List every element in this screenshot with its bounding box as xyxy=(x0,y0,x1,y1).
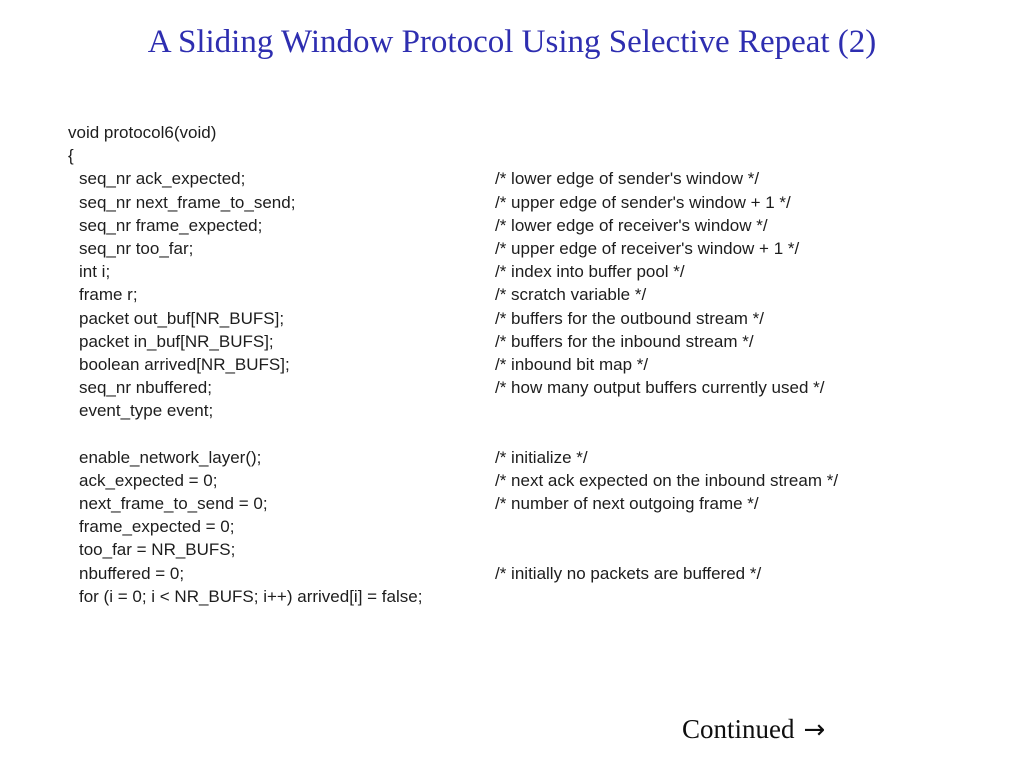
code-statement: packet out_buf[NR_BUFS]; xyxy=(79,308,285,328)
code-statement: { xyxy=(68,146,74,166)
code-line xyxy=(68,330,1008,353)
code-statement: seq_nr next_frame_to_send; xyxy=(79,192,296,212)
right-arrow-icon: → xyxy=(803,715,826,745)
code-line xyxy=(68,307,1008,330)
code-statement: ack_expected = 0; xyxy=(79,470,218,490)
code-line xyxy=(68,376,1008,399)
code-line xyxy=(68,446,1008,469)
code-line xyxy=(68,353,1008,376)
code-line xyxy=(68,399,1008,422)
code-line xyxy=(68,515,1008,538)
code-comment: /* upper edge of receiver's window + 1 */ xyxy=(495,238,800,258)
code-statement: seq_nr too_far; xyxy=(79,238,194,258)
code-line xyxy=(68,492,1008,515)
code-comment: /* buffers for the outbound stream */ xyxy=(495,308,765,328)
code-comment: /* buffers for the inbound stream */ xyxy=(495,331,754,351)
code-comment: /* inbound bit map */ xyxy=(495,354,649,374)
code-line xyxy=(68,538,1008,561)
code-statement: seq_nr frame_expected; xyxy=(79,215,263,235)
code-statement: seq_nr ack_expected; xyxy=(79,169,246,189)
code-comment: /* scratch variable */ xyxy=(495,285,647,305)
code-statement: event_type event; xyxy=(79,401,214,421)
code-line xyxy=(68,167,1008,190)
code-line xyxy=(68,214,1008,237)
code-line xyxy=(68,237,1008,260)
code-comment: /* initialize */ xyxy=(495,447,588,467)
code-line xyxy=(68,469,1008,492)
code-statement: void protocol6(void) xyxy=(68,123,217,142)
code-statement: for (i = 0; i < NR_BUFS; i++) arrived[i] = false; xyxy=(79,586,423,606)
code-comment: /* lower edge of sender's window */ xyxy=(495,169,760,189)
code-statement: too_far = NR_BUFS; xyxy=(79,540,236,560)
code-comment: /* lower edge of receiver's window */ xyxy=(495,215,768,235)
code-line xyxy=(68,283,1008,306)
code-comment: /* next ack expected on the inbound stream */ xyxy=(495,470,839,490)
code-comment: /* initially no packets are buffered */ xyxy=(495,563,762,583)
code-comment: /* upper edge of sender's window + 1 */ xyxy=(495,192,791,212)
code-statement: frame r; xyxy=(79,285,138,305)
code-statement: frame_expected = 0; xyxy=(79,517,235,537)
code-statement: next_frame_to_send = 0; xyxy=(79,494,268,513)
code-line xyxy=(68,121,1008,144)
continued-label xyxy=(682,714,825,745)
code-line xyxy=(68,260,1008,283)
code-comment: /* number of next outgoing frame */ xyxy=(495,494,759,513)
code-statement: boolean arrived[NR_BUFS]; xyxy=(79,354,290,374)
code-line xyxy=(68,191,1008,214)
code-comment: /* index into buffer pool */ xyxy=(495,262,685,282)
code-line xyxy=(68,144,1008,167)
code-statement: nbuffered = 0; xyxy=(79,563,185,583)
continued-text: Continued xyxy=(682,714,795,744)
code-statement: enable_network_layer(); xyxy=(79,447,262,467)
code-line xyxy=(68,585,1008,608)
code-statement: int i; xyxy=(79,262,111,282)
code-line-blank xyxy=(68,422,1008,445)
code-line xyxy=(68,562,1008,585)
code-comment: /* how many output buffers currently used */ xyxy=(495,378,825,398)
code-listing xyxy=(68,121,1008,608)
slide-title: A Sliding Window Protocol Using Selective Repeat (2) xyxy=(147,24,877,60)
code-statement: seq_nr nbuffered; xyxy=(79,378,212,398)
code-statement: packet in_buf[NR_BUFS]; xyxy=(79,331,274,351)
